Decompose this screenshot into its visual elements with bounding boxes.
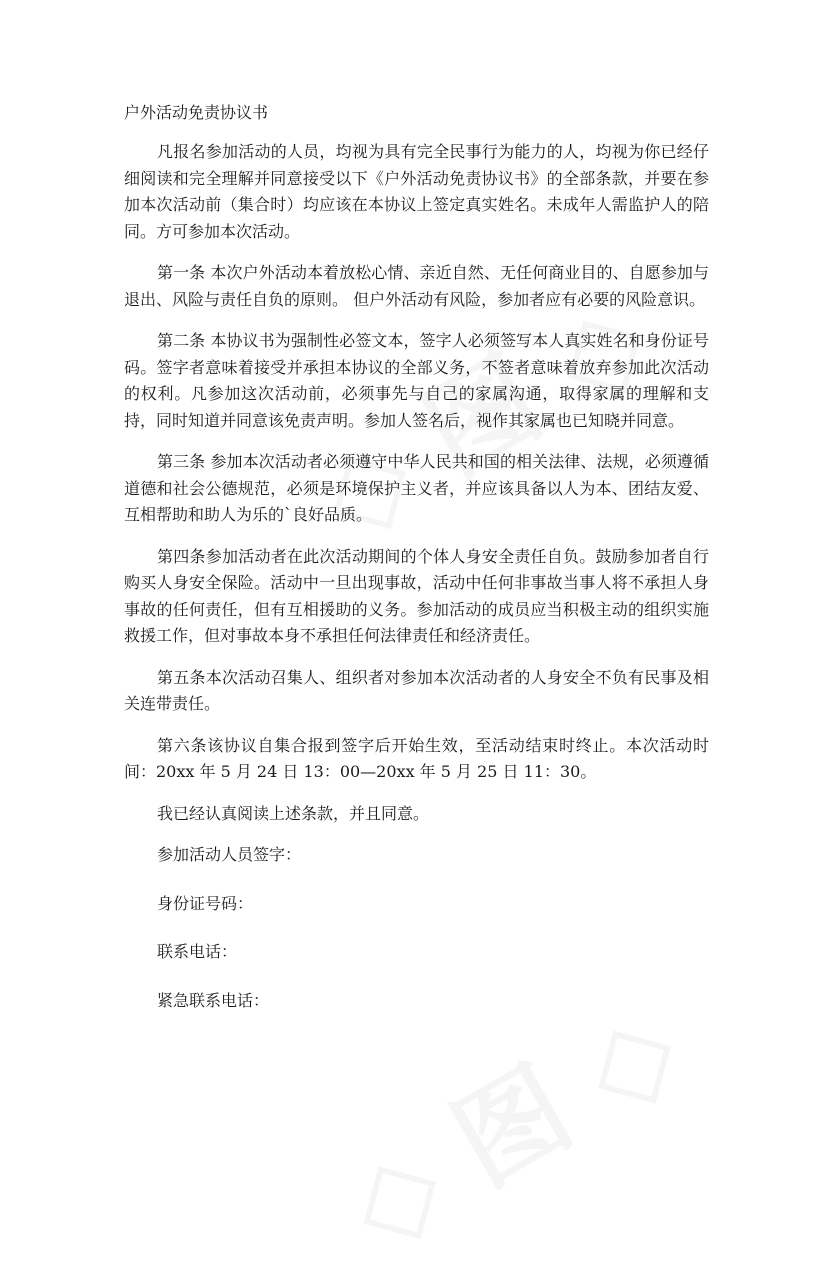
phone-field-label: 联系电话： <box>157 942 238 961</box>
article-5-paragraph: 第五条本次活动召集人、组织者对参加本次活动者的人身安全不负有民事及相关连带责任。 <box>124 667 709 713</box>
article-1-paragraph: 第一条 本次户外活动本着放松心情、亲近自然、无任何商业目的、自愿参加与退出、风险与责任自负的原则。 但户外活动有风险，参加者应有必要的风险意识。 <box>124 263 709 309</box>
intro-paragraph: 凡报名参加活动的人员，均视为具有完全民事行为能力的人，均视为你已经仔细阅读和完全理解并同意接受以下《户外活动免责协议书》的全部条款，并要在参加本次活动前（集合时）均应该在本协议上签定真实姓名。未成年人需监护人的陪同。方可参加本次活动。 <box>124 142 709 241</box>
article-6-paragraph: 第六条该协议自集合报到签字后开始生效，至活动结束时终止。本次活动时间：20xx 年 5 月 24 日 13：00—20xx 年 5 月 25 日 11：30。 <box>124 735 709 781</box>
article-2-paragraph: 第二条 本协议书为强制性必签文本，签字人必须签写本人真实姓名和身份证号码。签字者意味着接受并承担本协议的全部义务，不签者意味着放弃参加此次活动的权利。凡参加这次活动前，必须事先与自己的家属沟通，取得家属的理解和支持，同时知道并同意该免责声明。参加人签名后，视作其家属也已知晓并同意。 <box>124 331 709 430</box>
emergency-phone-field-label: 紧急联系电话： <box>157 990 270 1010</box>
id-number-field-label: 身份证号码： <box>157 893 254 913</box>
agreement-statement: 我已经认真阅读上述条款，并且同意。 <box>157 803 430 823</box>
article-3-paragraph: 第三条 参加本次活动者必须遵守中华人民共和国的相关法律、法规，必须遵循道德和社会公德规范，必须是环境保护主义者，并应该具备以人为本、团结友爱、互相帮助和助人为乐的`良好品质。 <box>124 452 709 524</box>
document-body <box>124 139 709 1036</box>
signature-field-label: 参加活动人员签字： <box>157 845 302 864</box>
article-4-paragraph: 第四条参加活动者在此次活动期间的个体人身安全责任自负。鼓励参加者自行购买人身安全保险。活动中一旦出现事故，活动中任何非事故当事人将不承担人身事故的任何责任，但有互相援助的义务。参加活动的成员应当积极主动的组织实施救援工作，但对事故本身不承担任何法律责任和经济责任。 <box>124 546 709 645</box>
document-title: 户外活动免责协议书 <box>124 103 269 122</box>
